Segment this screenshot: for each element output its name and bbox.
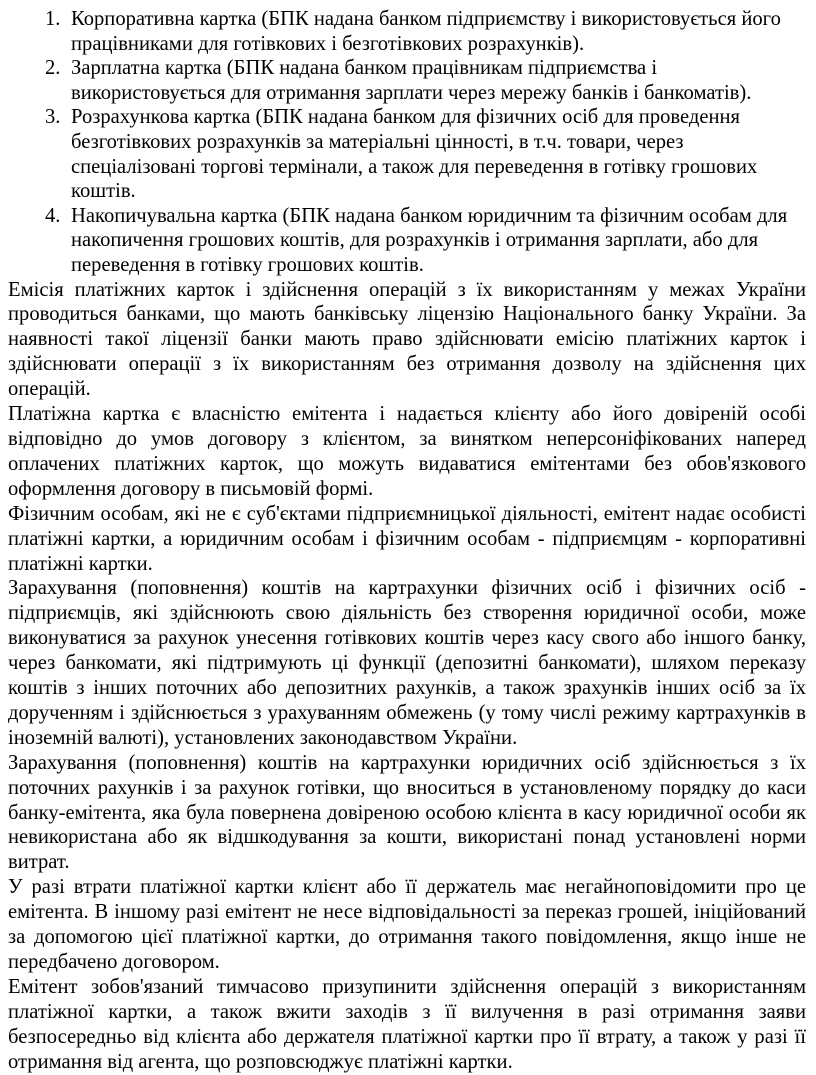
list-item-number: 4. [45, 204, 61, 227]
list-item [8, 56, 806, 105]
list-item-text: Розрахункова картка (БПК надана банком для фізичних осіб для проведення безготівкових розрахунків за матеріальні цінності, в т.ч. товари, через спеціалізовані торгові термінали, а також для переведення в готівку грошових коштів. [71, 106, 758, 203]
card-types-list [8, 7, 806, 278]
list-item-text: Накопичувальна картка (БПК надана банком юридичним та фізичним особам для накопичення грошових коштів, для розрахунків і отримання зарплати, або для переведення в готівку грошових коштів. [71, 204, 788, 276]
list-item [8, 204, 806, 278]
paragraph-legal-entity-topup: Зарахування (поповнення) коштів на картрахунки юридичних осіб здійснюється з їх поточних рахунків і за рахунок готівки, що вноситься в установленому порядку до каси банку-емітента, яка була повернена довіреною особою клієнта в касу юридичної особи як невикористана або як відшкодування за кошти, використані понад установлені норми витрат. [8, 751, 806, 874]
list-item-text: Корпоративна картка (БПК надана банком підприємству і використовується його працівниками для готівкових і безготівкових розрахунків). [71, 8, 781, 55]
paragraph-individual-topup: Зарахування (поповнення) коштів на картрахунки фізичних осіб і фізичних осіб - підприємців, які здійснюють свою діяльність без створення юридичної особи, може виконуватися за рахунок унесення готівкових коштів через касу свого або іншого банку, через банкомати, які підтримують ці функції (депозитні банкомати), шляхом переказу коштів з інших поточних або депозитних рахунків, а також зрахунків інших осіб за їх дорученням і здійснюється з урахуванням обмежень (у тому числі режиму картрахунків в іноземній валюті), установлених законодавством України. [8, 577, 806, 749]
paragraph-personal-corporate-cards: Фізичним особам, які не є суб'єктами підприємницької діяльності, емітент надає особисті платіжні картки, а юридичним особам і фізичним особам - підприємцям - корпоративні платіжні картки. [8, 502, 806, 575]
paragraph-card-loss: У разі втрати платіжної картки клієнт або її держатель має негайноповідомити про це емітента. В іншому разі емітент не несе відповідальності за переказ грошей, ініційований за допомогою цієї платіжної картки, до отримання такого повідомлення, якщо інше не передбачено договором. [8, 876, 806, 973]
list-item-number: 3. [45, 106, 61, 129]
list-item-number: 2. [45, 57, 61, 80]
paragraph-card-emission: Емісія платіжних карток і здійснення операцій з їх використанням у межах України проводиться банками, що мають банківську ліцензію Національного банку України. За наявності такої ліцензії банки мають право здійснювати емісію платіжних карток і здійснювати операції з їх використанням без отримання дозволу на здійснення цих операцій. [8, 278, 806, 401]
list-item-number: 1. [45, 8, 61, 30]
list-item [8, 7, 806, 56]
list-item-text: Зарплатна картка (БПК надана банком працівникам підприємства і використовується для отримання зарплати через мережу банків і банкоматів). [71, 57, 752, 104]
list-item [8, 105, 806, 203]
paragraph-card-ownership: Платіжна картка є власністю емітента і надається клієнту або його довіреній особі відповідно до умов договору з клієнтом, за винятком неперсоніфікованих наперед оплачених платіжних карток, що можуть видаватися емітентами без обов'язкового оформлення договору в письмовій формі. [8, 403, 806, 500]
paragraph-card-suspension: Емітент зобов'язаний тимчасово призупинити здійснення операцій з використанням платіжної картки, а також вжити заходів з її вилучення в разі отримання заяви безпосередньо від клієнта або держателя платіжної картки про її втрату, а також у разі її отримання від агента, що розповсюджує платіжні картки. [8, 975, 806, 1073]
